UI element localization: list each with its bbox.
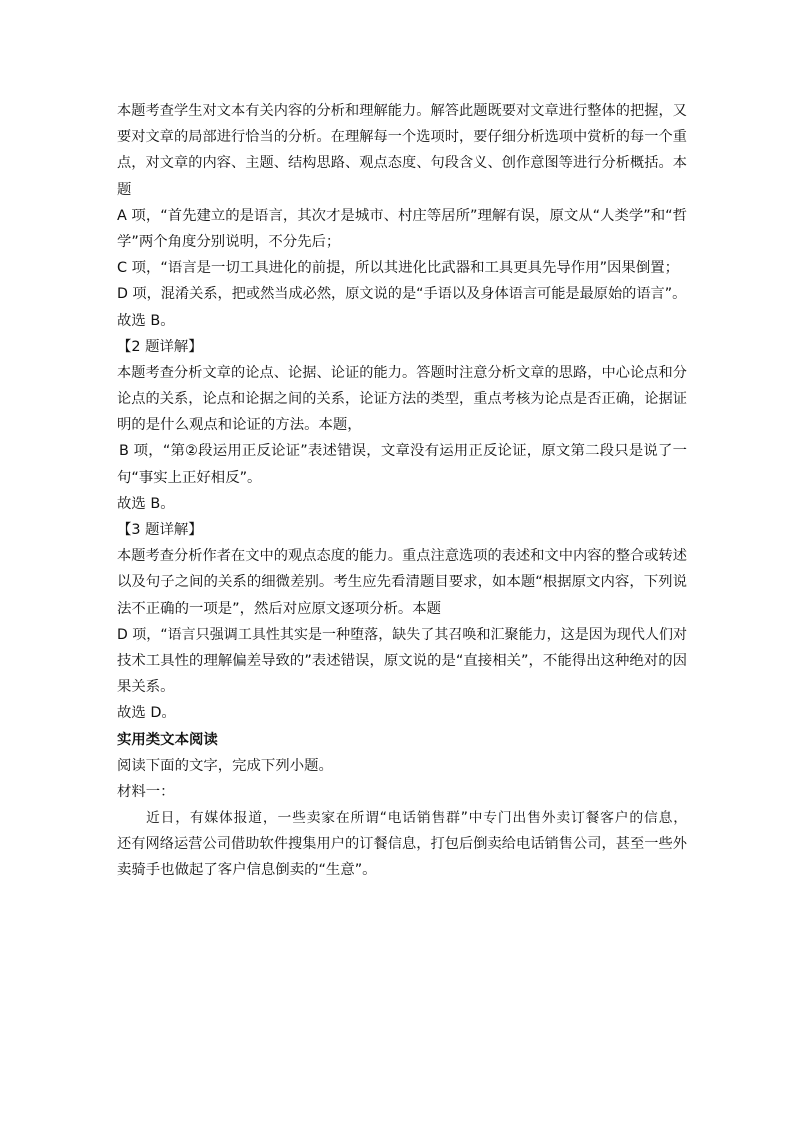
option-d-analysis: D 项，混淆关系，把或然当成必然，原文说的是“手语以及身体语言可能是最原始的语言”。 — [117, 286, 687, 303]
section-heading: 【2 题详解】 — [117, 338, 203, 355]
paragraph-line: 技术工具性的理解偏差导致的”表述错误，原文说的是“直接相关”，不能得出这种绝对的因 — [117, 652, 687, 669]
option-d-analysis: D 项，“语言只强调工具性其实是一种堕落，缺失了其召唤和汇聚能力，这是因为现代人们对 — [117, 626, 687, 643]
paragraph-line: 本题考查学生对文本有关内容的分析和理解能力。解答此题既要对文章进行整体的把握，又 — [117, 103, 687, 119]
option-a-analysis: A 项，“首先建立的是语言，其次才是城市、村庄等居所”理解有误，原文从“人类学”和“哲 — [117, 207, 687, 224]
paragraph-line: 卖骑手也做起了客户信息倒卖的“生意”。 — [117, 862, 377, 879]
paragraph-line: 果关系。 — [117, 679, 175, 696]
paragraph-line: 本题考查分析文章的论点、论据、论证的能力。答题时注意分析文章的思路，中心论点和分 — [117, 364, 687, 381]
paragraph-line: 本题考查分析作者在文中的观点态度的能力。重点注意选项的表述和文中内容的整合或转述 — [117, 548, 687, 565]
paragraph-line: 法不正确的一项是”，然后对应原文逐项分析。本题 — [117, 600, 442, 617]
paragraph-line: 题 — [117, 181, 132, 198]
paragraph-line: 要对文章的局部进行恰当的分析。在理解每一个选项时，要仔细分析选项中赏析的每一个重 — [117, 129, 687, 146]
paragraph-line: 学”两个角度分别说明，不分先后； — [117, 233, 341, 250]
paragraph-line: 明的是什么观点和论证的方法。本题， — [117, 417, 362, 434]
document-body — [117, 98, 687, 884]
section-heading: 【3 题详解】 — [117, 522, 203, 538]
instruction-line: 阅读下面的文字，完成下列小题。 — [117, 757, 333, 774]
option-b-analysis: B 项，“第②段运用正反论证”表述错误，文章没有运用正反论证，原文第二段只是说了一 — [119, 443, 687, 460]
paragraph-line: 近日，有媒体报道，一些卖家在所谓“电话销售群”中专门出售外卖订餐客户的信息， — [146, 810, 687, 827]
paragraph-line: 点，对文章的内容、主题、结构思路、观点态度、句段含义、创作意图等进行分析概括。本 — [117, 155, 687, 172]
answer-line: 故选 B。 — [117, 312, 175, 329]
paragraph-line: 以及句子之间的关系的细微差别。考生应先看清题目要求，如本题“根据原文内容，下列说 — [117, 574, 687, 591]
material-label: 材料一： — [117, 783, 175, 800]
paragraph-line: 论点的关系，论点和论据之间的关系，论证方法的类型，重点考核为论点是否正确，论据证 — [117, 391, 687, 408]
paragraph-line: 还有网络运营公司借助软件搜集用户的订餐信息，打包后倒卖给电话销售公司，甚至一些外 — [117, 836, 687, 853]
paragraph-line: 句“事实上正好相反”。 — [117, 469, 262, 486]
answer-line: 故选 B。 — [117, 495, 175, 512]
section-title: 实用类文本阅读 — [117, 731, 218, 748]
answer-line: 故选 D。 — [117, 705, 176, 722]
option-c-analysis: C 项，“语言是一切工具进化的前提，所以其进化比武器和工具更具先导作用”因果倒置； — [117, 260, 679, 277]
